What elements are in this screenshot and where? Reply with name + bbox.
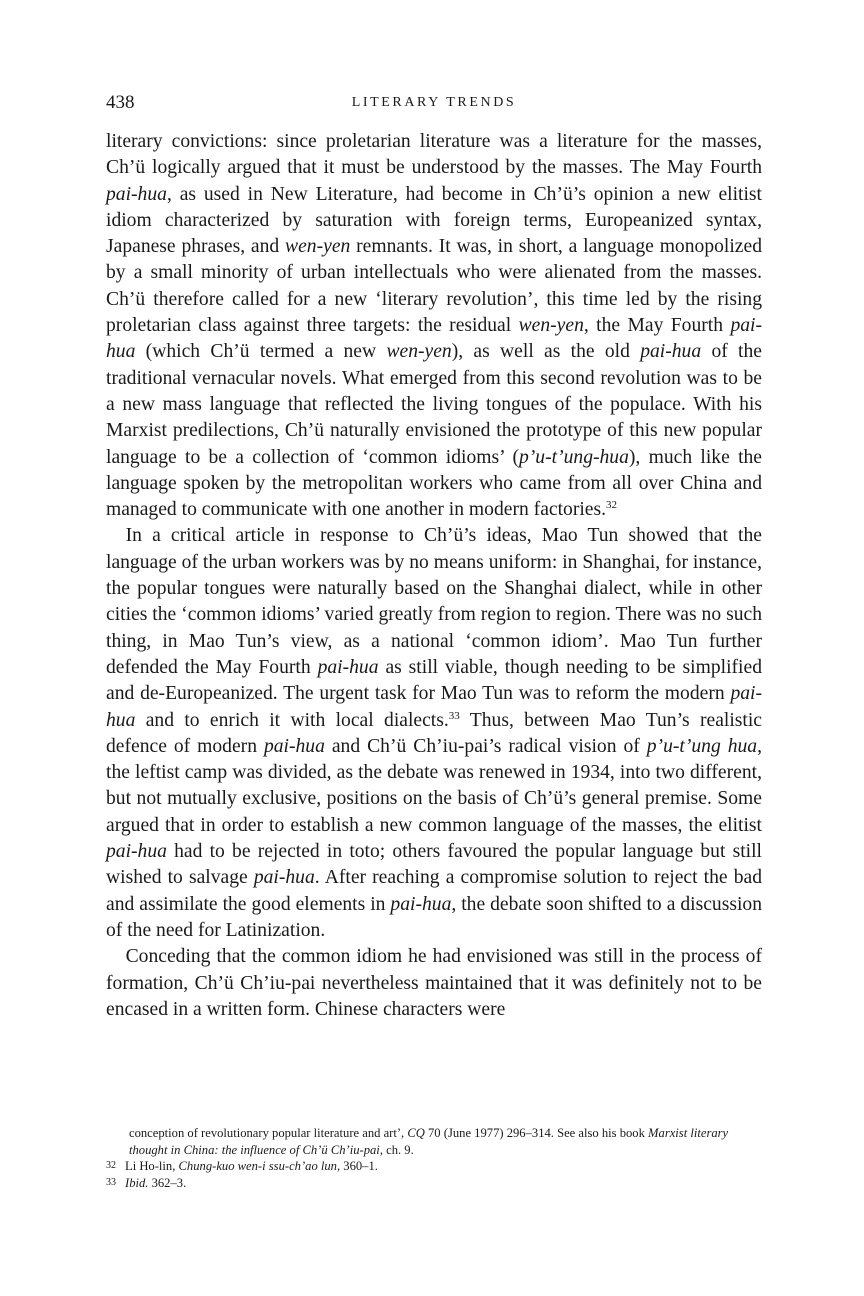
text-run: ), much like the language spoken by the metropolitan workers who came from all over China and managed to communicate with one another in modern factories. (106, 446, 763, 521)
italic-term: wen-yen (386, 341, 452, 363)
footnote-33 (106, 1175, 762, 1192)
footnote-32 (106, 1158, 762, 1175)
text-run: and to enrich it with local dialects. (135, 709, 449, 731)
italic-term: pai-hua (253, 867, 315, 889)
page-header (106, 92, 762, 116)
text-run: 70 (June 1977) 296–314. See also his book (424, 1126, 649, 1140)
text-run: , the debate soon shifted to a discussion of the need for Latinization. (106, 893, 762, 941)
text-run: and Ch’ü Ch’iu-pai’s radical vision of (324, 735, 647, 757)
italic-term: p’u-t’ung hua (646, 735, 758, 757)
footnote-reference: 33 (448, 709, 460, 722)
footnote-number: 32 (106, 1160, 116, 1171)
text-run: Li Ho-lin, (125, 1159, 179, 1173)
italic-term: wen-yen (285, 236, 351, 258)
italic-term: Marxist literary thought in China: the influence of Ch’ü Ch’iu-pai (129, 1126, 729, 1157)
italic-term: pai-hua (263, 735, 325, 757)
text-run: had to be rejected in toto; others favoured the popular language but still wished to salvage (106, 841, 762, 889)
text-run: , 360–1. (336, 1159, 378, 1173)
paragraph (106, 944, 762, 1023)
footnote-continued (106, 1125, 762, 1158)
running-head: LITERARY TRENDS (351, 95, 517, 110)
body-text (106, 129, 762, 1023)
footnotes (106, 1125, 762, 1191)
text-run: In a critical article in response to Ch’ü’s ideas, Mao Tun showed that the language of the urban workers was by no means uniform: in Shanghai, for instance, the popular tongues were naturally based on the Shanghai dialect, while in other cities the ‘common idioms’ varied greatly from region to region. There was no such thing, in Mao Tun’s view, as a national ‘common idiom’. Mao Tun further defended the May Fourth (106, 525, 762, 678)
italic-term: CQ (407, 1126, 425, 1140)
text-run: conception of revolutionary popular literature and art’, (129, 1126, 408, 1140)
italic-term: Ibid. (125, 1175, 149, 1190)
italic-term: pai-hua (106, 315, 762, 363)
text-run: remnants. It was, in short, a language monopolized by a small minority of urban intellectuals who were alienated from the masses. Ch’ü therefore called for a new ‘literary revolution’, this time led by the rising proletarian class against three targets: the residual (106, 236, 762, 337)
italic-term: Chung-kuo wen-i ssu-ch’ao lun (178, 1159, 337, 1173)
italic-term: pai-hua (106, 183, 167, 205)
footnote-reference: 32 (606, 499, 618, 512)
italic-term: pai-hua (317, 656, 379, 678)
footnote-text (125, 1176, 186, 1190)
text-run: , the leftist camp was divided, as the debate was renewed in 1934, into two different, but not mutually exclusive, positions on the basis of Ch’ü’s general premise. Some argued that in order to establish a new common language of the masses, the elitist (106, 735, 763, 836)
footnote-number: 33 (106, 1176, 116, 1188)
page-number: 438 (106, 92, 135, 113)
text-run: as still viable, though needing to be simplified and de-Europeanized. The urgent task for Mao Tun was to reform the modern (106, 656, 762, 705)
italic-term: p’u-t’ung-hua (518, 446, 629, 468)
text-run: , as used in New Literature, had become in Ch’ü’s opinion a new elitist idiom characterized by saturation with foreign terms, Europeanized syntax, Japanese phrases, and (106, 183, 762, 258)
italic-term: pai-hua (640, 341, 702, 363)
text-run: (which Ch’ü termed a new (135, 341, 387, 363)
text-run: Conceding that the common idiom he had envisioned was still in the process of formation, Ch’ü Ch’iu-pai nevertheless maintained that it was definitely not to be encased in a written form. Chinese characters were (106, 946, 762, 1020)
footnote-text (125, 1159, 378, 1173)
text-run: ), as well as the old (451, 341, 641, 363)
italic-term: pai-hua (106, 841, 167, 863)
text-run: Thus, between Mao Tun’s realistic defence of modern (106, 709, 762, 757)
text-run: , the May Fourth (583, 315, 731, 337)
paragraph (106, 523, 762, 944)
text-run: literary convictions: since proletarian literature was a literature for the masses, Ch’ü logically argued that it must be understood by the masses. The May Fourth (106, 131, 762, 179)
text-run: 362–3. (148, 1175, 187, 1190)
italic-term: pai-hua (106, 683, 762, 731)
paragraph (106, 129, 762, 523)
text-run: of the traditional vernacular novels. What emerged from this second revolution was to be a new mass language that reflected the living tongues of the populace. With his Marxist predilections, Ch’ü naturally envisioned the prototype of this new popular language to be a collection of ‘common idioms’ ( (106, 341, 762, 468)
italic-term: pai-hua (390, 893, 452, 915)
italic-term: wen-yen (518, 315, 584, 337)
text-run: . After reaching a compromise solution to reject the bad and assimilate the good elements in (106, 867, 762, 915)
text-run: , ch. 9. (379, 1142, 414, 1157)
